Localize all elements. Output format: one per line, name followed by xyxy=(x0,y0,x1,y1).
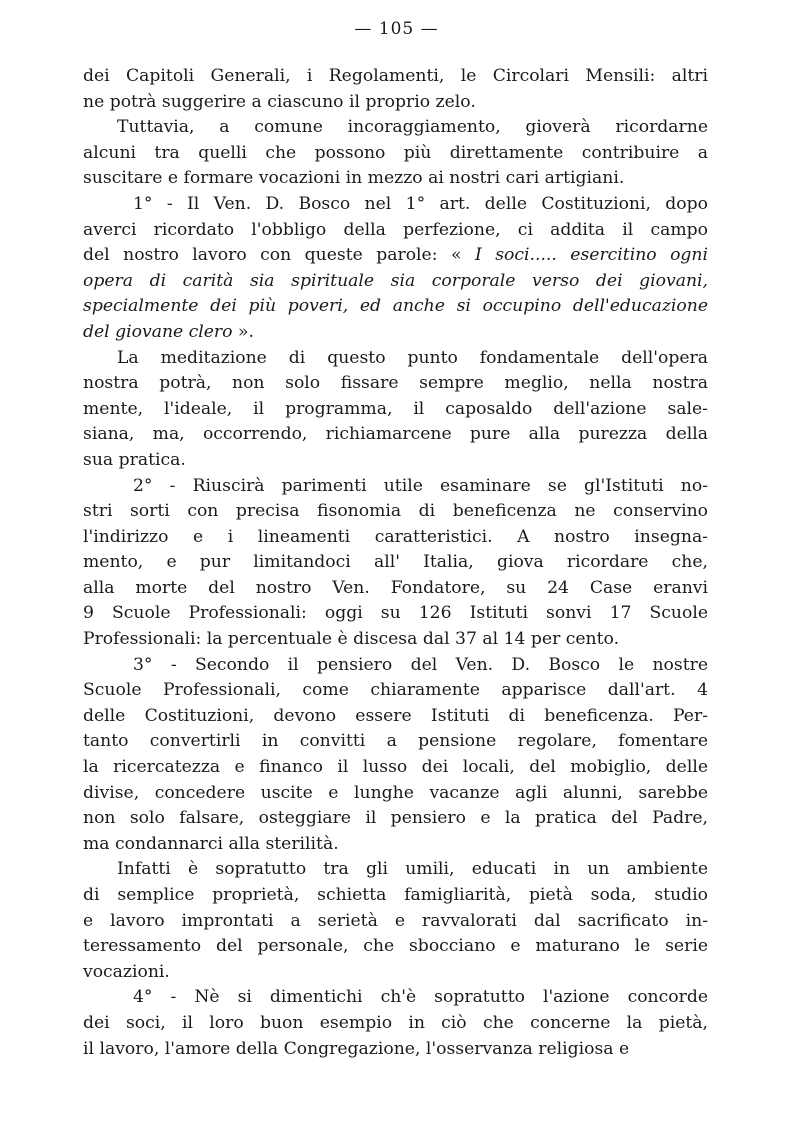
text-line xyxy=(83,576,708,602)
text-span: averci ricordato l'obbligo della perfezione, ci addita il campo xyxy=(83,219,708,240)
text-line xyxy=(83,729,708,755)
text-line xyxy=(83,269,708,295)
paragraph xyxy=(83,346,708,474)
text-span: mento, e pur limitandoci all' Italia, giova ricordare che, xyxy=(83,552,708,573)
text-span: 4° - Nè si dimentichi ch'è sopratutto l'azione concorde xyxy=(133,987,708,1008)
text-line xyxy=(83,218,708,244)
text-span: Infatti è sopratutto tra gli umili, educati in un ambiente xyxy=(117,859,708,880)
text-span: La meditazione di questo punto fondamentale dell'opera xyxy=(117,347,708,368)
text-line xyxy=(83,781,708,807)
paragraph xyxy=(83,985,708,1062)
text-line xyxy=(83,601,708,627)
text-line xyxy=(83,653,708,679)
paragraph xyxy=(83,474,708,653)
text-span: 2° - Riuscirà parimenti utile esaminare se gl'Istituti no- xyxy=(133,475,708,496)
text-line xyxy=(83,934,708,960)
text-line xyxy=(83,883,708,909)
text-span: Professionali: la percentuale è discesa dal 37 al 14 per cento. xyxy=(83,629,620,650)
text-line xyxy=(83,755,708,781)
paragraph xyxy=(83,64,708,115)
text-span: ». xyxy=(232,321,254,342)
text-line xyxy=(83,960,708,986)
text-span: suscitare e formare vocazioni in mezzo ai nostri cari artigiani. xyxy=(83,168,625,189)
text-line xyxy=(83,474,708,500)
italic-quote-text: opera di carità sia spirituale sia corporale verso dei giovani, xyxy=(83,270,708,291)
text-line xyxy=(83,115,708,141)
page-number: — 105 — xyxy=(354,19,439,39)
text-span: ma condannarci alla sterilità. xyxy=(83,833,339,854)
text-span: 3° - Secondo il pensiero del Ven. D. Bosco le nostre xyxy=(133,654,708,675)
text-span: di semplice proprietà, schietta famigliarità, pietà soda, studio xyxy=(83,885,708,905)
text-span: alla morte del nostro Ven. Fondatore, su 24 Case eranvi xyxy=(83,577,708,598)
text-line xyxy=(83,525,708,551)
text-line xyxy=(83,1037,708,1063)
text-line xyxy=(83,985,708,1011)
paragraph xyxy=(83,653,708,858)
text-line xyxy=(83,90,708,116)
paragraph xyxy=(83,192,708,346)
text-span: nostra potrà, non solo fissare sempre meglio, nella nostra xyxy=(83,373,708,394)
text-span: alcuni tra quelli che possono più direttamente contribuire a xyxy=(83,142,708,163)
text-span: dei Capitoli Generali, i Regolamenti, le Circolari Mensili: altri xyxy=(83,66,708,86)
text-span: 9 Scuole Professionali: oggi su 126 Istituti sonvi 17 Scuole xyxy=(83,603,708,624)
text-line xyxy=(83,499,708,525)
italic-quote-text: specialmente dei più poveri, ed anche si occupino dell'educazione xyxy=(83,296,708,317)
text-span: e lavoro improntati a serietà e ravvalorati dal sacrificato in- xyxy=(83,910,708,931)
text-line xyxy=(83,192,708,218)
text-line xyxy=(83,448,708,474)
text-span: mente, l'ideale, il programma, il caposaldo dell'azione sale- xyxy=(83,398,708,419)
text-span: siana, ma, occorrendo, richiamarcene pure alla purezza della xyxy=(83,424,708,445)
text-line xyxy=(83,832,708,858)
text-span: sua pratica. xyxy=(83,449,186,470)
text-span: non solo falsare, osteggiare il pensiero e la pratica del Padre, xyxy=(83,808,708,829)
text-line xyxy=(83,320,708,346)
text-span: Tuttavia, a comune incoraggiamento, gioverà ricordarne xyxy=(117,117,708,138)
text-span: delle Costituzioni, devono essere Istituti di beneficenza. Per- xyxy=(83,705,708,726)
text-span: tanto convertirli in convitti a pensione regolare, fomentare xyxy=(83,731,708,752)
text-line xyxy=(83,371,708,397)
text-span: la ricercatezza e financo il lusso dei locali, del mobiglio, delle xyxy=(83,757,708,778)
paragraph xyxy=(83,115,708,192)
text-line xyxy=(83,166,708,192)
text-span: 1° - Il Ven. D. Bosco nel 1° art. delle Costituzioni, dopo xyxy=(133,193,708,214)
text-span: l'indirizzo e i lineamenti caratteristici. A nostro insegna- xyxy=(83,526,708,547)
paragraph xyxy=(83,857,708,985)
text-line xyxy=(83,64,708,90)
text-span: vocazioni. xyxy=(83,961,170,982)
text-span: del nostro lavoro con queste parole: « xyxy=(83,245,475,266)
text-line xyxy=(83,627,708,653)
text-line xyxy=(83,346,708,372)
text-line xyxy=(83,909,708,935)
text-span: dei soci, il loro buon esempio in ciò che concerne la pietà, xyxy=(83,1012,708,1033)
text-line xyxy=(83,294,708,320)
italic-quote-text: I soci..... esercitino ogni xyxy=(474,245,708,266)
text-line xyxy=(83,243,708,269)
text-span: stri sorti con precisa fisonomia di beneficenza ne conservino xyxy=(83,501,708,522)
text-line xyxy=(83,397,708,423)
text-line xyxy=(83,422,708,448)
text-span: teressamento del personale, che sbocciano e maturano le serie xyxy=(83,936,708,957)
text-span: Scuole Professionali, come chiaramente apparisce dall'art. 4 xyxy=(83,680,708,701)
text-line xyxy=(83,857,708,883)
body-text xyxy=(83,64,708,1062)
text-line xyxy=(83,704,708,730)
text-line xyxy=(83,550,708,576)
text-line xyxy=(83,678,708,704)
text-line xyxy=(83,1011,708,1037)
text-span: il lavoro, l'amore della Congregazione, l'osservanza religiosa e xyxy=(83,1038,630,1059)
text-span: ne potrà suggerire a ciascuno il proprio zelo. xyxy=(83,91,476,112)
italic-quote-text: del giovane clero xyxy=(83,321,233,342)
text-line xyxy=(83,141,708,167)
text-span: divise, concedere uscite e lunghe vacanze agli alunni, sarebbe xyxy=(83,782,708,803)
text-line xyxy=(83,806,708,832)
